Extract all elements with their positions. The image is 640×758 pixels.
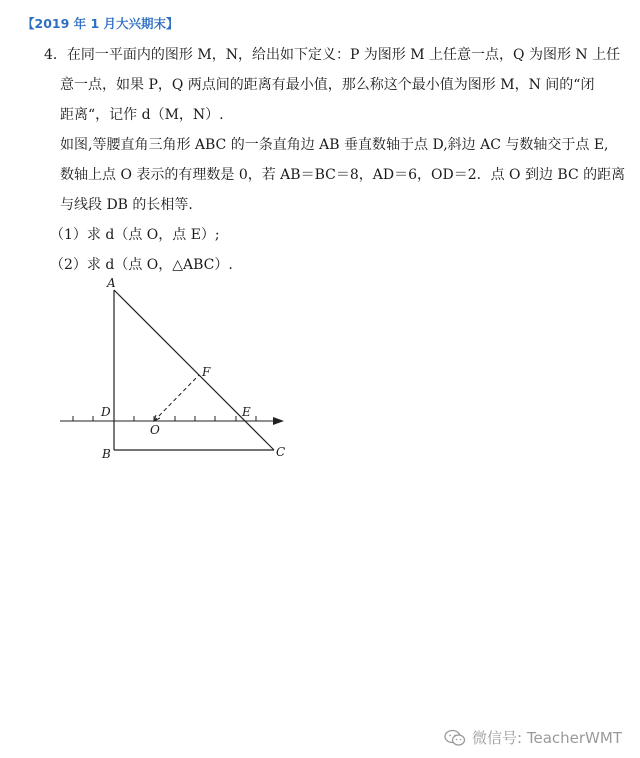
label-d: D: [101, 405, 111, 419]
label-e: E: [242, 405, 251, 419]
label-c: C: [276, 445, 286, 459]
watermark: [444, 727, 622, 748]
question-1: （1）求 d（点 O，点 E）;: [50, 227, 220, 243]
number-line-arrow: [273, 417, 284, 425]
label-f: F: [202, 365, 211, 379]
segment-of-dashed: [154, 375, 199, 421]
label-a: A: [107, 276, 116, 290]
wechat-icon: [444, 729, 466, 747]
problem-line-6: 与线段 DB 的长相等．: [60, 197, 203, 213]
label-b: B: [102, 447, 111, 461]
exam-source-tag: 【2019 年 1 月大兴期末】: [22, 16, 179, 31]
problem-line-1: 4．在同一平面内的图形 M，N，给出如下定义：P 为图形 M 上任意一点，Q 为图形 N 上任: [44, 47, 621, 63]
segment-ac: [114, 290, 274, 450]
label-o: O: [150, 423, 160, 437]
geometry-figure: [56, 270, 296, 470]
problem-line-2: 意一点，如果 P，Q 两点间的距离有最小值，那么称这个最小值为图形 M，N 间的“闭: [60, 77, 595, 93]
question-2: （2）求 d（点 O，△ABC）.: [50, 257, 233, 273]
problem-line-4: 如图,等腰直角三角形 ABC 的一条直角边 AB 垂直数轴于点 D,斜边 AC 与数轴交于点 E,: [60, 137, 609, 153]
problem-text: [44, 40, 626, 280]
problem-line-5: 数轴上点 O 表示的有理数是 0，若 AB＝BC＝8，AD＝6，OD＝2．点 O 到边 BC 的距离: [60, 167, 626, 183]
problem-line-3: 距离“，记作 d（M，N）.: [60, 107, 224, 123]
watermark-text: 微信号: TeacherWMT: [472, 729, 622, 747]
